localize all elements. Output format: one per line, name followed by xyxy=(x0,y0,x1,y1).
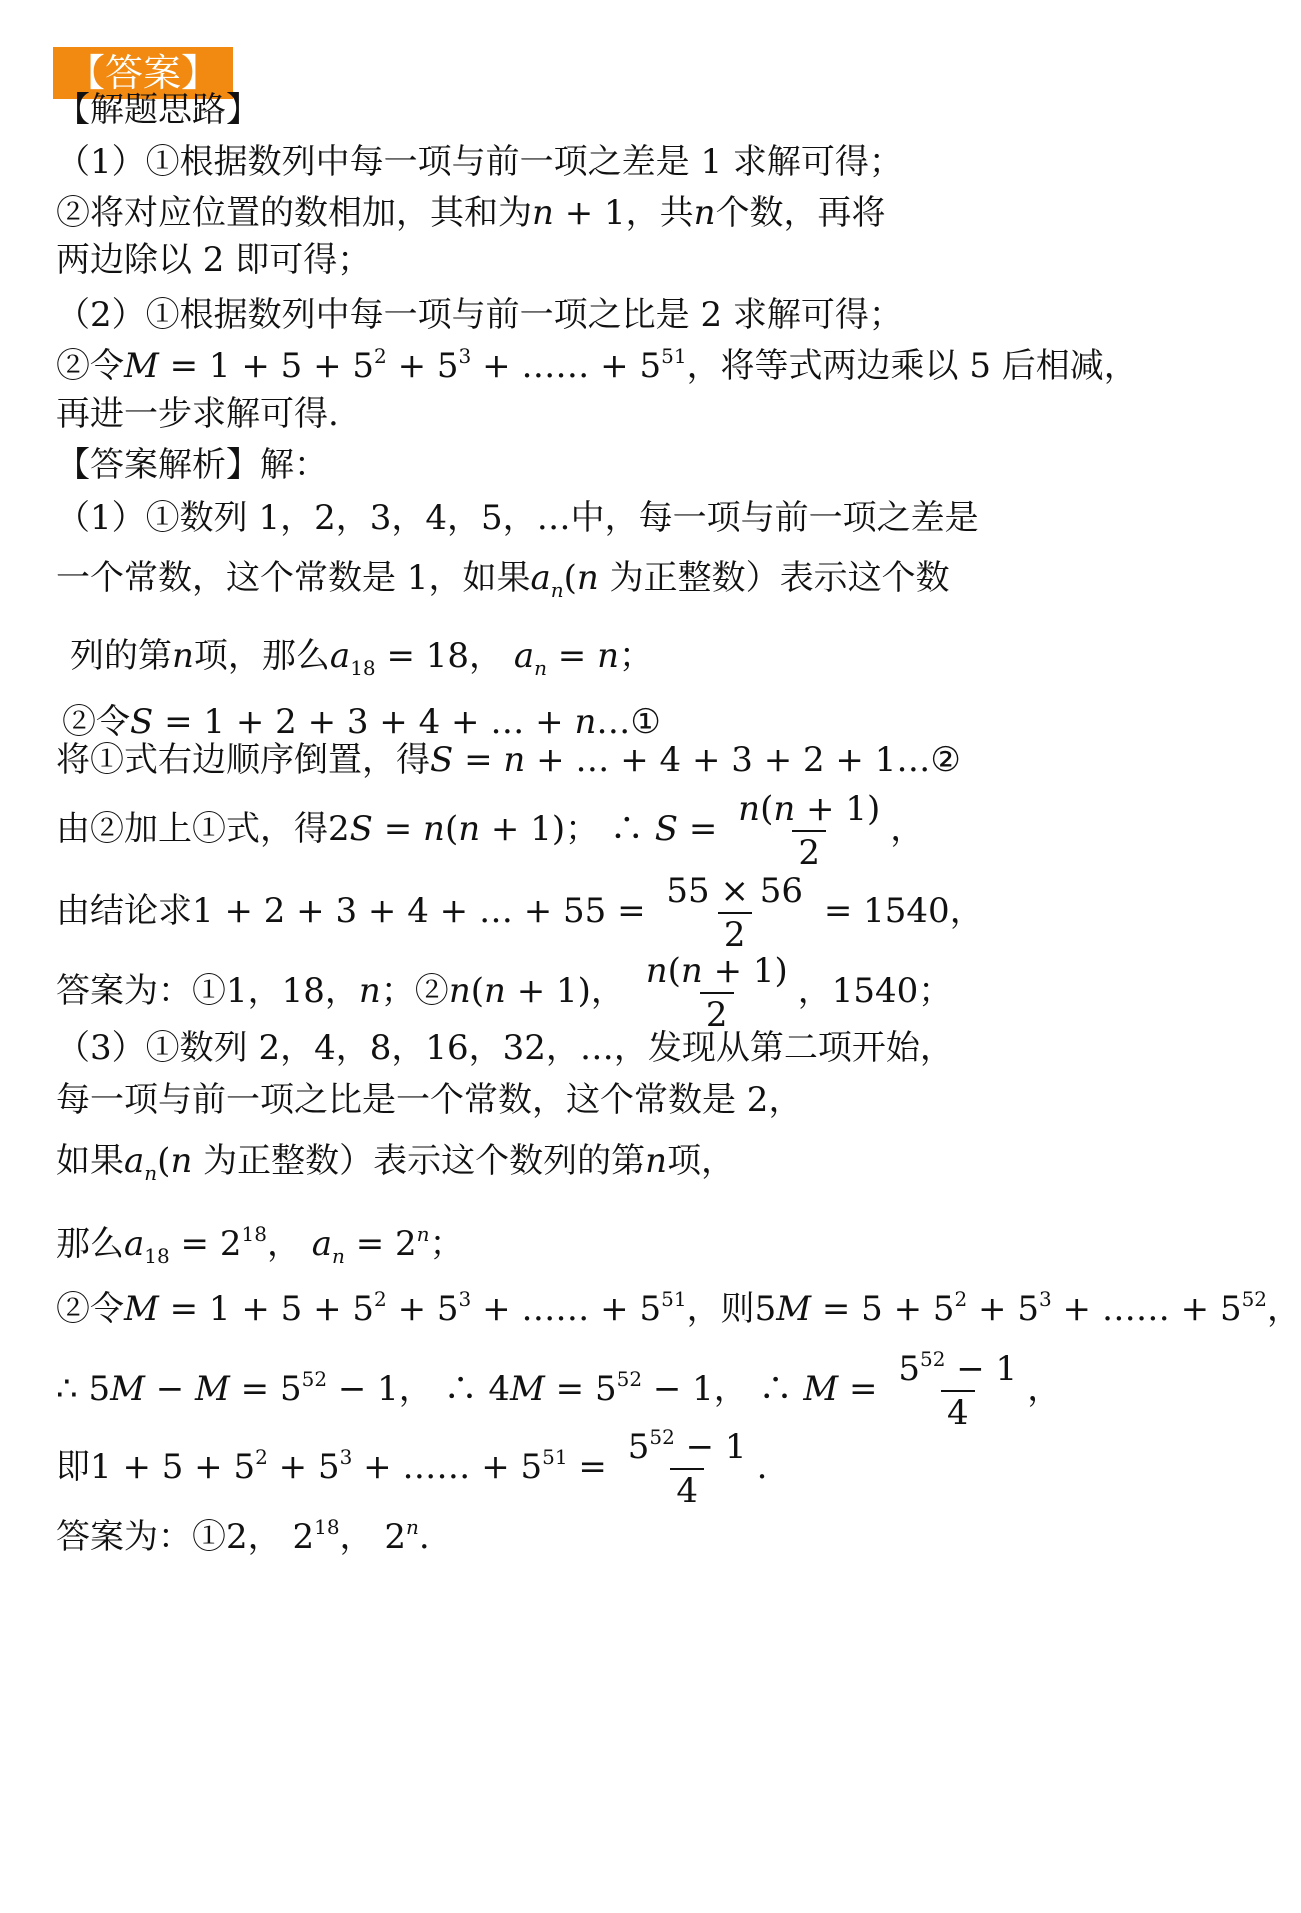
heading-analysis: 【答案解析】解： xyxy=(56,445,328,485)
analysis-line-4: ②令S = 1 + 2 + 3 + 4 + … + n…① xyxy=(62,702,661,742)
analysis-line-1: （1）①数列 1，2，3，4，5，…中，每一项与前一项之差是 xyxy=(56,498,979,538)
analysis-line-14: ∴ $5M - M = 5^{52} - 1$， ∴ $4M = 5^{52} - 1$， ∴ M = $\frac{5^{52} - 1}{4}$ ， xyxy=(56,1347,1062,1433)
thinking-line-1: （1）①根据数列中每一项与前一项之差是 1 求解可得； xyxy=(56,142,903,182)
analysis-line-15: 即$1 + 5 + 5^2 + 5^3$ + …… + $5^{51}$ = $\frac{5^{52} - 1}{4}$ . xyxy=(56,1425,768,1511)
analysis-line-12: 那么$a_{18} = 2^{18}$， $a_n = 2^n$； xyxy=(56,1222,464,1268)
thinking-line-2: ②将对应位置的数相加，其和为n + 1，共n个数，再将 xyxy=(56,193,886,233)
analysis-line-7: 由结论求1 + 2 + 3 + 4 + … + 55 = $\frac{55 \times 56}{2}$ = 1540， xyxy=(56,871,984,955)
analysis-line-3: 列的第n项，那么$a_{18} = 18$， $a_n = n$； xyxy=(70,636,654,680)
analysis-line-6: 由②加上①式，得2S = n(n + 1)； ∴ S = $\frac{n(n + 1)}{2}$ ， xyxy=(56,789,925,873)
analysis-line-2: 一个常数，这个常数是 1，如果$a_n(n$ 为正整数）表示这个数 xyxy=(56,558,950,602)
analysis-line-10: 每一项与前一项之比是一个常数，这个常数是 2， xyxy=(56,1080,803,1120)
thinking-line-3: 两边除以 2 即可得； xyxy=(56,240,372,280)
analysis-line-5: 将①式右边顺序倒置，得S = n + … + 4 + 3 + 2 + 1…② xyxy=(56,740,961,780)
thinking-line-4: （2）①根据数列中每一项与前一项之比是 2 求解可得； xyxy=(56,295,903,335)
analysis-line-11: 如果$a_n(n$ 为正整数）表示这个数列的第n项， xyxy=(56,1141,736,1185)
analysis-answer-2: 答案为：①2， $2^{18}$， 2$^n$. xyxy=(56,1515,430,1557)
thinking-line-5: ②令$M = 1 + 5 + 5^2 + 5^3$ + …… + $5^{51}$，将等式两边乘以 5 后相减， xyxy=(56,344,1138,386)
analysis-line-9: （3）①数列 2，4，8，16，32，…，发现从第二项开始， xyxy=(56,1028,954,1068)
heading-thinking: 【解题思路】 xyxy=(56,90,260,130)
thinking-line-6: 再进一步求解可得. xyxy=(56,394,339,434)
answer-badge: 【答案】 xyxy=(53,47,233,99)
analysis-answer-1: 答案为：①1，18，n；②n(n + 1)， $\frac{n(n + 1)}{2}$ ，1540； xyxy=(56,951,953,1035)
analysis-line-13: ②令$M = 1 + 5 + 5^2 + 5^3$ + …… + $5^{51}$，则$5M = 5 + 5^2 + 5^3$ + …… + $5^{52}$， xyxy=(56,1287,1301,1329)
